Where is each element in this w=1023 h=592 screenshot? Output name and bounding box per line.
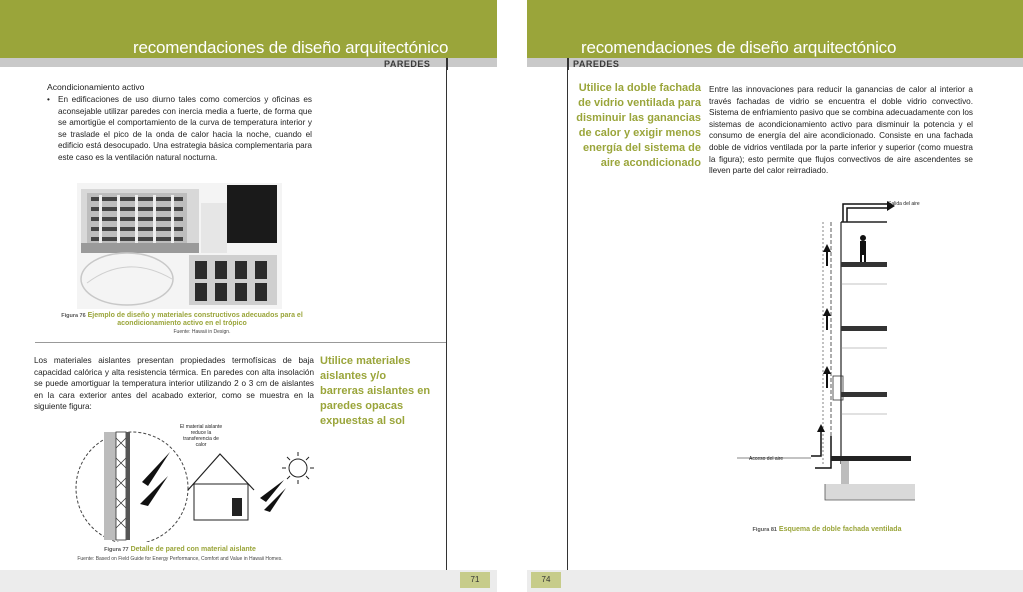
sun-icon (289, 459, 307, 477)
figure-81-diagram (737, 196, 937, 514)
page-number-right: 74 (531, 572, 561, 588)
building-photo (81, 189, 199, 253)
page-edge-line (567, 58, 568, 570)
insulation-layer (116, 432, 126, 540)
bullet-paragraph: En edificaciones de uso diurno tales como comercios y oficinas es aconsejable utilizar paredes con inercia media a fuerte, de forma que se amortigüe el comportamiento de la curva de temperatura interior y se traslade el pico de la onda de calor hacia la noche, cuando el edificio está desocupado. Una estrategia básica complementaria para este caso es la ventilación natural nocturna. (58, 95, 312, 162)
header-band (527, 0, 1023, 58)
label-air-exit: Salida del aire (888, 201, 920, 207)
double-facade-paragraph: Entre las innovaciones para reducir la ganancias de calor al interior a través fachadas de vidrio se encuentra el doble vidrio convectivo. Sistema de enfriamiento pasivo que se combina adecuadamente con los sistemas de acondicionamiento activo para disminuir la potencia y el consumo de energía del aire acondicionado. Consiste en una fachada doble de vidrios ventilada por la parte inferior y superior (como muestra la figura); esto permite que flujos convectivos de aire ascendentes se lleven parte del calor reirradiado. (709, 85, 973, 176)
label-air-entry: Acceso del aire (749, 456, 784, 462)
footer-strip (0, 570, 497, 592)
insulation-paragraph: Los materiales aislantes presentan propiedades termofísicas de baja capacidad calórica y alta resistencia térmica. En paredes con alta insolación se puede amortiguar la temperatura interior utilizando 2 o 3 cm de aislantes en la cara exterior antes del acabado exterior, como se muestra en la siguiente figura: (34, 356, 314, 412)
section-label: PAREDES (573, 59, 620, 69)
section-heading: Acondicionamiento activo (47, 82, 145, 92)
figure-81-caption (697, 526, 957, 534)
heat-arrow-1 (142, 452, 170, 486)
section-rule (35, 342, 446, 343)
figure-76-credit: Fuente: Hawaii in Design. (173, 329, 231, 335)
figure-77-caption (40, 546, 320, 554)
figure-76-photos (77, 183, 282, 309)
floor-slab-2 (841, 326, 887, 331)
header-title: recomendaciones de diseño arquitectónico (581, 38, 897, 57)
page-gutter (497, 0, 527, 592)
header-band (0, 0, 497, 58)
figure-81-text: Esquema de doble fachada ventilada (778, 526, 902, 533)
page-edge-line (446, 58, 447, 570)
wall-layer (104, 432, 116, 540)
figure-76-number: Figura 76 (61, 313, 86, 319)
dark-photo (227, 185, 277, 243)
figure-81-number: Figura 81 (752, 527, 777, 533)
header-title: recomendaciones de diseño arquitectónico (133, 38, 449, 57)
diagram-label: El material aislante reduce la transferencia de calor (179, 424, 223, 448)
figure-76-caption (52, 312, 312, 328)
section-label: PAREDES (384, 59, 431, 69)
figure-76-text: Ejemplo de diseño y materiales constructivos adecuados para el acondicionamiento activo en el trópico (87, 312, 303, 327)
figure-77-text: Detalle de pared con material aislante (130, 546, 256, 553)
callout-insulation: Utilice materiales aislantes y/o barreras aislantes en paredes opacas expuestas al sol (320, 355, 431, 427)
floor-slab-1 (841, 262, 887, 267)
entry-arrow (817, 424, 825, 432)
house-roof (188, 454, 254, 490)
callout-double-facade: Utilice la doble fachada de vidrio ventilada para disminuir las ganancias de calor y exigir menos energía del sistema de aire acondicionado (576, 82, 701, 169)
left-page (0, 0, 497, 592)
figure-77-credit: Fuente: Based on Field Guide for Energy Performance, Comfort and Value in Hawaii Homes. (77, 556, 283, 562)
person-icon (860, 241, 866, 255)
page-number-left: 71 (460, 572, 490, 588)
footer-strip (527, 570, 1023, 592)
bullet-mark: • (47, 95, 50, 104)
figure-77-number: Figura 77 (104, 547, 129, 553)
right-page (527, 0, 1023, 592)
floor-slab-3 (841, 392, 887, 397)
